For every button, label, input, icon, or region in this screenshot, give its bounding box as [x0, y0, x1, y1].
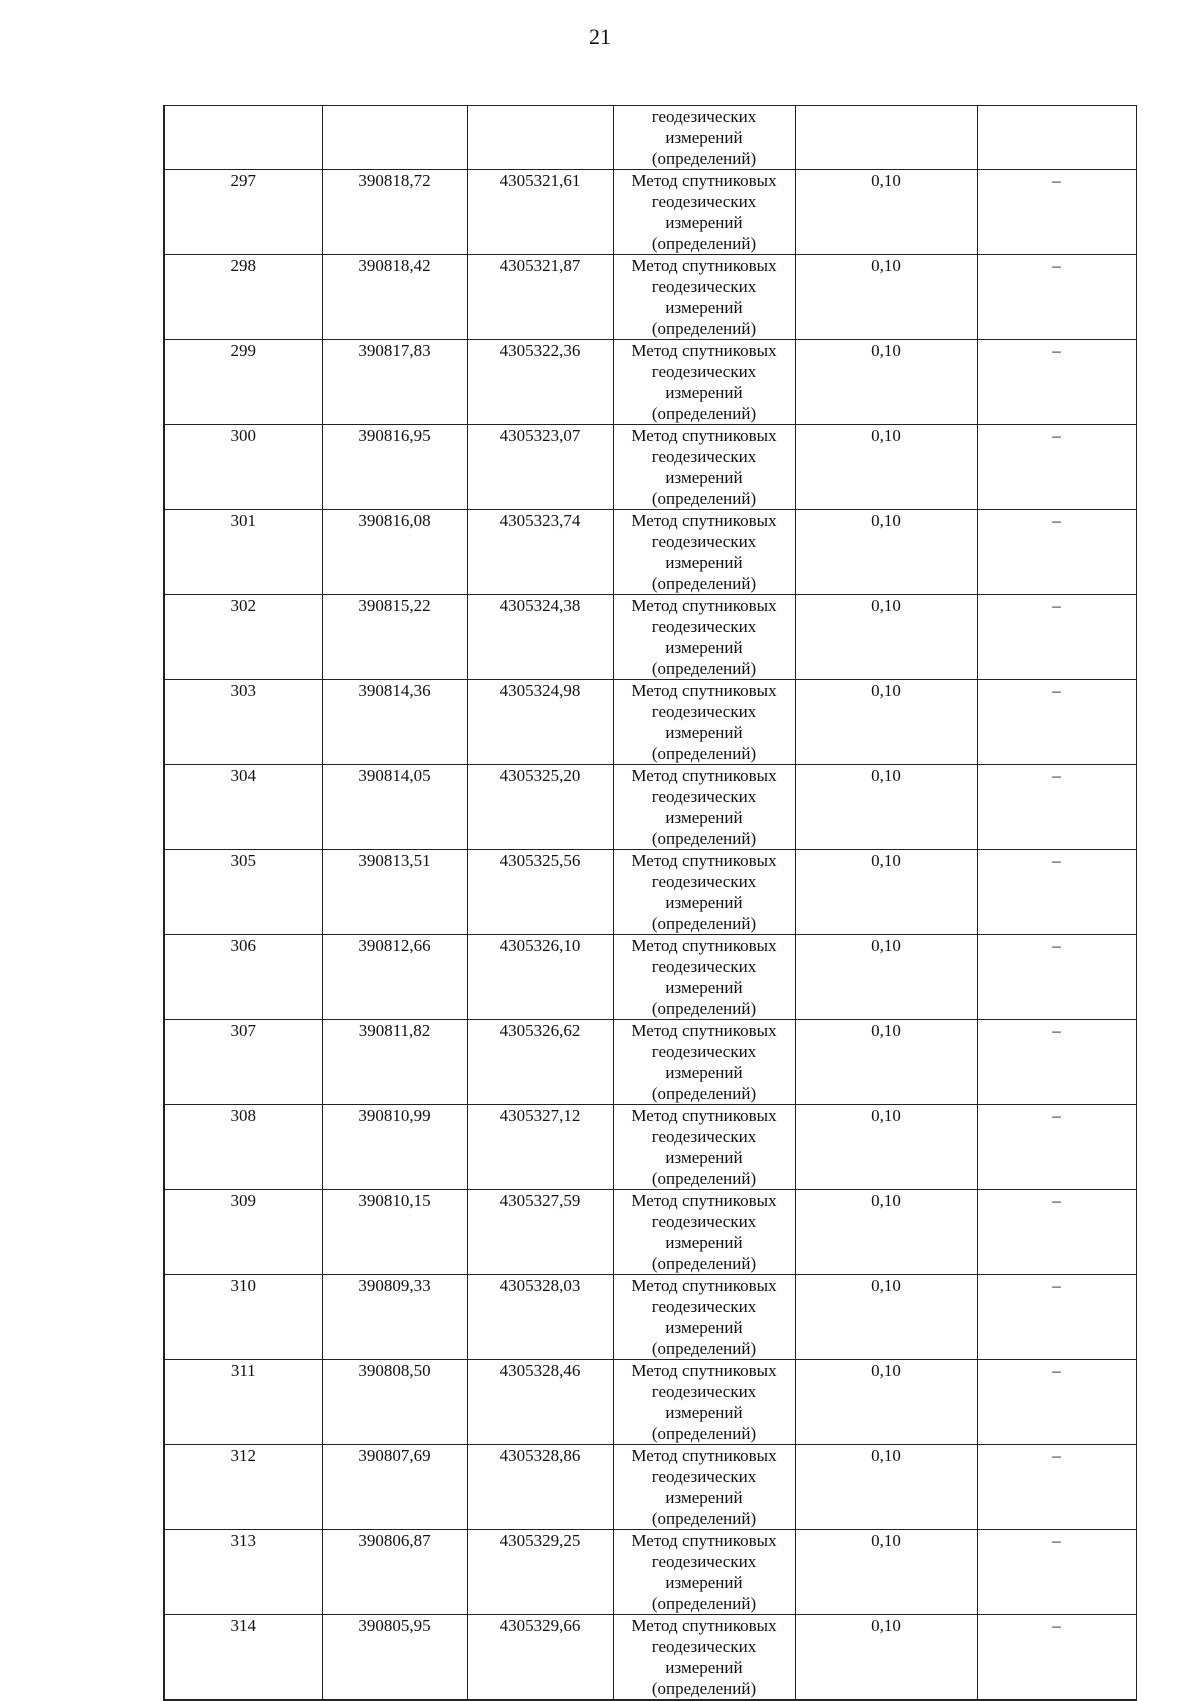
note-dash: –: [1052, 851, 1061, 870]
cell-y: [467, 1530, 613, 1615]
cell-note: [977, 1445, 1136, 1530]
cell-method: [613, 765, 795, 850]
page-number: 21: [589, 24, 611, 49]
cell-point: [164, 170, 322, 255]
method-text: Метод спутниковых геодезических измерений (определений): [631, 426, 777, 508]
cell-accuracy: [795, 170, 977, 255]
cell-accuracy: [795, 1275, 977, 1360]
cell-method: [613, 1190, 795, 1275]
x-coordinate: 390808,50: [358, 1361, 431, 1380]
cell-point: [164, 680, 322, 765]
cell-point: [164, 1445, 322, 1530]
cell-point: [164, 106, 322, 170]
cell-method: [613, 1020, 795, 1105]
method-text: Метод спутниковых геодезических измерений (определений): [631, 1106, 777, 1188]
method-text: Метод спутниковых геодезических измерений (определений): [631, 681, 777, 763]
point-number: 304: [230, 766, 256, 785]
cell-x: [322, 255, 467, 340]
method-text: Метод спутниковых геодезических измерений (определений): [631, 596, 777, 678]
accuracy-value: 0,10: [871, 1616, 901, 1635]
coordinates-table: [163, 105, 1137, 1701]
cell-method: [613, 850, 795, 935]
cell-y: [467, 340, 613, 425]
y-coordinate: 4305323,07: [499, 426, 581, 445]
y-coordinate: 4305329,25: [499, 1531, 581, 1550]
cell-y: [467, 595, 613, 680]
table-row: [164, 340, 1136, 425]
cell-x: [322, 425, 467, 510]
cell-method: [613, 1530, 795, 1615]
table-row: [164, 1275, 1136, 1360]
cell-accuracy: [795, 1190, 977, 1275]
cell-accuracy: [795, 1105, 977, 1190]
cell-point: [164, 510, 322, 595]
cell-note: [977, 935, 1136, 1020]
point-number: 299: [230, 341, 256, 360]
method-text: Метод спутниковых геодезических измерений (определений): [631, 1531, 777, 1613]
cell-method: [613, 425, 795, 510]
cell-accuracy: [795, 935, 977, 1020]
point-number: 302: [230, 596, 256, 615]
point-number: 310: [230, 1276, 256, 1295]
point-number: 303: [230, 681, 256, 700]
note-dash: –: [1052, 1361, 1061, 1380]
y-coordinate: 4305324,98: [499, 681, 581, 700]
cell-note: [977, 680, 1136, 765]
point-number: 309: [230, 1191, 256, 1210]
accuracy-value: 0,10: [871, 1021, 901, 1040]
cell-point: [164, 1615, 322, 1701]
point-number: 308: [230, 1106, 256, 1125]
cell-method: [613, 1275, 795, 1360]
method-text: Метод спутниковых геодезических измерений (определений): [631, 1276, 777, 1358]
table-row: [164, 935, 1136, 1020]
cell-x: [322, 1530, 467, 1615]
table-row: [164, 1615, 1136, 1701]
method-text: Метод спутниковых геодезических измерений (определений): [631, 1361, 777, 1443]
cell-accuracy: [795, 425, 977, 510]
cell-point: [164, 255, 322, 340]
x-coordinate: 390814,36: [358, 681, 431, 700]
cell-x: [322, 1445, 467, 1530]
y-coordinate: 4305328,86: [499, 1446, 581, 1465]
x-coordinate: 390814,05: [358, 766, 431, 785]
cell-method: [613, 1105, 795, 1190]
accuracy-value: 0,10: [871, 1276, 901, 1295]
cell-accuracy: [795, 1615, 977, 1701]
cell-note: [977, 106, 1136, 170]
cell-accuracy: [795, 510, 977, 595]
y-coordinate: 4305327,12: [499, 1106, 581, 1125]
y-coordinate: 4305323,74: [499, 511, 581, 530]
x-coordinate: 390812,66: [358, 936, 431, 955]
cell-point: [164, 1190, 322, 1275]
cell-note: [977, 595, 1136, 680]
y-coordinate: 4305326,10: [499, 936, 581, 955]
table-row: [164, 1445, 1136, 1530]
point-number: 311: [230, 1361, 256, 1380]
cell-point: [164, 765, 322, 850]
y-coordinate: 4305324,38: [499, 596, 581, 615]
cell-y: [467, 1445, 613, 1530]
x-coordinate: 390816,95: [358, 426, 431, 445]
cell-x: [322, 1360, 467, 1445]
cell-y: [467, 1020, 613, 1105]
cell-accuracy: [795, 595, 977, 680]
cell-note: [977, 1530, 1136, 1615]
accuracy-value: 0,10: [871, 256, 901, 275]
cell-y: [467, 425, 613, 510]
y-coordinate: 4305325,56: [499, 851, 581, 870]
table-body: [164, 106, 1136, 1701]
method-text: Метод спутниковых геодезических измерений (определений): [631, 511, 777, 593]
accuracy-value: 0,10: [871, 341, 901, 360]
cell-y: [467, 510, 613, 595]
note-dash: –: [1052, 1021, 1061, 1040]
cell-point: [164, 1530, 322, 1615]
accuracy-value: 0,10: [871, 596, 901, 615]
x-coordinate: 390811,82: [358, 1021, 431, 1040]
cell-accuracy: [795, 106, 977, 170]
cell-method: [613, 935, 795, 1020]
cell-note: [977, 425, 1136, 510]
note-dash: –: [1052, 936, 1061, 955]
y-coordinate: 4305327,59: [499, 1191, 581, 1210]
cell-point: [164, 1360, 322, 1445]
cell-accuracy: [795, 255, 977, 340]
cell-method: [613, 510, 795, 595]
accuracy-value: 0,10: [871, 511, 901, 530]
cell-y: [467, 1105, 613, 1190]
cell-point: [164, 1275, 322, 1360]
point-number: 297: [230, 171, 256, 190]
note-dash: –: [1052, 681, 1061, 700]
cell-y: [467, 106, 613, 170]
cell-y: [467, 680, 613, 765]
cell-method: [613, 680, 795, 765]
note-dash: –: [1052, 511, 1061, 530]
cell-accuracy: [795, 850, 977, 935]
point-number: 313: [230, 1531, 256, 1550]
cell-note: [977, 1615, 1136, 1701]
cell-x: [322, 935, 467, 1020]
cell-note: [977, 255, 1136, 340]
note-dash: –: [1052, 1616, 1061, 1635]
point-number: 298: [230, 256, 256, 275]
cell-method: [613, 1360, 795, 1445]
table-row: [164, 850, 1136, 935]
accuracy-value: 0,10: [871, 1446, 901, 1465]
cell-method: [613, 170, 795, 255]
accuracy-value: 0,10: [871, 1106, 901, 1125]
point-number: 312: [230, 1446, 256, 1465]
note-dash: –: [1052, 1191, 1061, 1210]
point-number: 314: [230, 1616, 256, 1635]
cell-method: [613, 106, 795, 170]
cell-y: [467, 935, 613, 1020]
table-row: [164, 1190, 1136, 1275]
cell-y: [467, 850, 613, 935]
x-coordinate: 390807,69: [358, 1446, 431, 1465]
method-text: Метод спутниковых геодезических измерений (определений): [631, 171, 777, 253]
note-dash: –: [1052, 256, 1061, 275]
cell-point: [164, 1020, 322, 1105]
cell-method: [613, 1445, 795, 1530]
cell-point: [164, 425, 322, 510]
method-text: Метод спутниковых геодезических измерений (определений): [631, 256, 777, 338]
method-text: Метод спутниковых геодезических измерений (определений): [631, 936, 777, 1018]
cell-y: [467, 1275, 613, 1360]
y-coordinate: 4305322,36: [499, 341, 581, 360]
method-text: Метод спутниковых геодезических измерений (определений): [631, 1021, 777, 1103]
cell-point: [164, 595, 322, 680]
table-row: [164, 1530, 1136, 1615]
x-coordinate: 390818,72: [358, 171, 431, 190]
x-coordinate: 390816,08: [358, 511, 431, 530]
cell-point: [164, 340, 322, 425]
x-coordinate: 390815,22: [358, 596, 431, 615]
y-coordinate: 4305321,87: [499, 256, 581, 275]
point-number: 307: [230, 1021, 256, 1040]
cell-y: [467, 1615, 613, 1701]
point-number: 305: [230, 851, 256, 870]
cell-y: [467, 1190, 613, 1275]
note-dash: –: [1052, 1446, 1061, 1465]
x-coordinate: 390809,33: [358, 1276, 431, 1295]
cell-x: [322, 595, 467, 680]
cell-y: [467, 170, 613, 255]
note-dash: –: [1052, 1106, 1061, 1125]
cell-point: [164, 935, 322, 1020]
cell-note: [977, 510, 1136, 595]
y-coordinate: 4305328,03: [499, 1276, 581, 1295]
cell-x: [322, 1105, 467, 1190]
table-row-continuation: [164, 106, 1136, 170]
cell-point: [164, 850, 322, 935]
method-text: геодезических измерений (определений): [651, 107, 757, 168]
point-number: 301: [230, 511, 256, 530]
table-row: [164, 595, 1136, 680]
note-dash: –: [1052, 596, 1061, 615]
method-text: Метод спутниковых геодезических измерений (определений): [631, 851, 777, 933]
cell-accuracy: [795, 340, 977, 425]
accuracy-value: 0,10: [871, 1191, 901, 1210]
cell-note: [977, 170, 1136, 255]
point-number: 300: [230, 426, 256, 445]
cell-note: [977, 765, 1136, 850]
note-dash: –: [1052, 171, 1061, 190]
cell-x: [322, 170, 467, 255]
method-text: Метод спутниковых геодезических измерений (определений): [631, 341, 777, 423]
accuracy-value: 0,10: [871, 851, 901, 870]
accuracy-value: 0,10: [871, 1361, 901, 1380]
cell-x: [322, 510, 467, 595]
method-text: Метод спутниковых геодезических измерений (определений): [631, 766, 777, 848]
cell-accuracy: [795, 1530, 977, 1615]
note-dash: –: [1052, 1276, 1061, 1295]
x-coordinate: 390805,95: [358, 1616, 431, 1635]
cell-accuracy: [795, 1020, 977, 1105]
cell-accuracy: [795, 1360, 977, 1445]
cell-point: [164, 1105, 322, 1190]
cell-y: [467, 1360, 613, 1445]
accuracy-value: 0,10: [871, 1531, 901, 1550]
cell-method: [613, 340, 795, 425]
accuracy-value: 0,10: [871, 426, 901, 445]
x-coordinate: 390818,42: [358, 256, 431, 275]
method-text: Метод спутниковых геодезических измерений (определений): [631, 1616, 777, 1698]
point-number: 306: [230, 936, 256, 955]
y-coordinate: 4305328,46: [499, 1361, 581, 1380]
table-row: [164, 680, 1136, 765]
method-text: Метод спутниковых геодезических измерений (определений): [631, 1191, 777, 1273]
cell-x: [322, 850, 467, 935]
cell-method: [613, 1615, 795, 1701]
cell-note: [977, 850, 1136, 935]
cell-x: [322, 680, 467, 765]
cell-x: [322, 765, 467, 850]
cell-method: [613, 255, 795, 340]
table-row: [164, 765, 1136, 850]
cell-method: [613, 595, 795, 680]
table-row: [164, 170, 1136, 255]
cell-x: [322, 340, 467, 425]
x-coordinate: 390810,99: [358, 1106, 431, 1125]
cell-accuracy: [795, 1445, 977, 1530]
cell-accuracy: [795, 680, 977, 765]
cell-note: [977, 1105, 1136, 1190]
method-text: Метод спутниковых геодезических измерений (определений): [631, 1446, 777, 1528]
table-row: [164, 1020, 1136, 1105]
table-row: [164, 510, 1136, 595]
cell-accuracy: [795, 765, 977, 850]
cell-x: [322, 1615, 467, 1701]
cell-y: [467, 255, 613, 340]
note-dash: –: [1052, 766, 1061, 785]
accuracy-value: 0,10: [871, 766, 901, 785]
cell-x: [322, 106, 467, 170]
note-dash: –: [1052, 341, 1061, 360]
x-coordinate: 390810,15: [358, 1191, 431, 1210]
note-dash: –: [1052, 1531, 1061, 1550]
cell-note: [977, 1360, 1136, 1445]
y-coordinate: 4305329,66: [499, 1616, 581, 1635]
table-row: [164, 425, 1136, 510]
accuracy-value: 0,10: [871, 681, 901, 700]
cell-x: [322, 1020, 467, 1105]
y-coordinate: 4305325,20: [499, 766, 581, 785]
note-dash: –: [1052, 426, 1061, 445]
y-coordinate: 4305326,62: [499, 1021, 581, 1040]
x-coordinate: 390806,87: [358, 1531, 431, 1550]
y-coordinate: 4305321,61: [499, 171, 581, 190]
cell-note: [977, 1190, 1136, 1275]
x-coordinate: 390813,51: [358, 851, 431, 870]
cell-x: [322, 1190, 467, 1275]
accuracy-value: 0,10: [871, 936, 901, 955]
accuracy-value: 0,10: [871, 171, 901, 190]
cell-y: [467, 765, 613, 850]
table-row: [164, 1360, 1136, 1445]
cell-note: [977, 1020, 1136, 1105]
x-coordinate: 390817,83: [358, 341, 431, 360]
cell-note: [977, 1275, 1136, 1360]
table-row: [164, 1105, 1136, 1190]
cell-x: [322, 1275, 467, 1360]
table-row: [164, 255, 1136, 340]
cell-note: [977, 340, 1136, 425]
